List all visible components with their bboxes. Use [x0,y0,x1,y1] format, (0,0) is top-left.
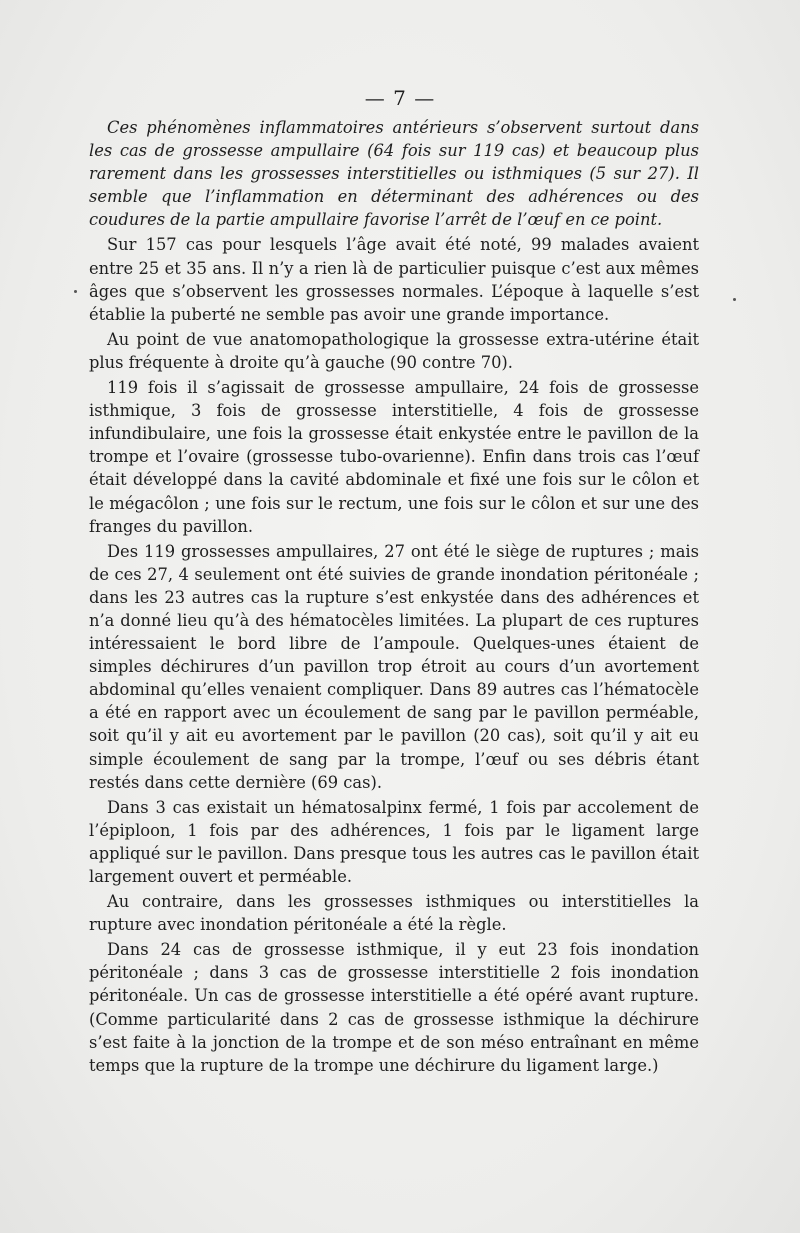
margin-speck [74,290,77,293]
paragraph-2: Sur 157 cas pour lesquels l’âge avait été noté, 99 malades avaient entre 25 et 35 ans. Il n’y a rien là de particulier puisque c’est aux mêmes âges que s’observent les grossesses normales. L’époque à laquelle s’est établie la puberté ne semble pas avoir une grande importance. [89,235,699,324]
paragraph-3: Au point de vue anatomopathologique la grossesse extra-utérine était plus fréquente à droite qu’à gauche (90 contre 70). [89,329,699,372]
paragraph-5: Des 119 grossesses ampullaires, 27 ont été le siège de ruptures ; mais de ces 27, 4 seulement ont été suivies de grande inondation péritonéale ; dans les 23 autres cas la rupture s’est enkystée dans des adhérences et n’a donné lieu qu’à des hématocèles limitées. La plupart de ces ruptures intéressaient le bord libre de l’ampoule. Quelques-unes étaient de simples déchirures d’un pavillon trop étroit au cours d’un avortement abdominal qu’elles venaient compliquer. Dans 89 autres cas l’hématocèle a été en rapport avec un écoulement de sang par le pavillon perméable, soit qu’il y ait eu avortement par le pavillon (20 cas), soit qu’il y ait eu simple écoulement de sang par la trompe, l’œuf ou ses débris étant restés dans cette dernière (69 cas). [89,541,699,792]
paragraph-6: Dans 3 cas existait un hématosalpinx fermé, 1 fois par accolement de l’épiploon, 1 fois par des adhérences, 1 fois par le ligament large appliqué sur le pavillon. Dans presque tous les autres cas le pavillon était largement ouvert et perméable. [89,797,699,886]
margin-speck [733,298,736,301]
paragraph-7: Au contraire, dans les grossesses isthmiques ou interstitielles la rupture avec inondation péritonéale a été la règle. [89,892,699,935]
paragraph-8: Dans 24 cas de grossesse isthmique, il y eut 23 fois inondation péritonéale ; dans 3 cas de grossesse interstitielle 2 fois inondation péritonéale. Un cas de grossesse interstitielle a été opéré avant rupture. (Comme particularité dans 2 cas de grossesse isthmique la déchirure s’est faite à la jonction de la trompe et de son méso entraînant en même temps que la rupture de la trompe une déchirure du ligament large.) [89,940,699,1075]
page-number: — 7 — [364,86,436,110]
body-text [89,116,699,1077]
paragraph-1-italic: Ces phénomènes inflammatoires antérieurs s’observent surtout dans les cas de grossesse ampullaire (64 fois sur 119 cas) et beaucoup plus rarement dans les grossesses interstitielles ou isthmiques (5 sur 27). Il semble que l’inflammation en déterminant des adhérences ou des coudures de la partie ampullaire favorise l’arrêt de l’œuf en ce point. [89,118,699,230]
paragraph-4: 119 fois il s’agissait de grossesse ampullaire, 24 fois de grossesse isthmique, 3 fois de grossesse interstitielle, 4 fois de grossesse infundibulaire, une fois la grossesse était enkystée entre le pavillon de la trompe et l’ovaire (grossesse tubo-ovarienne). Enfin dans trois cas l’œuf était développé dans la cavité abdominale et fixé une fois sur le côlon et le mégacôlon ; une fois sur le rectum, une fois sur le côlon et sur une des franges du pavillon. [89,378,699,536]
